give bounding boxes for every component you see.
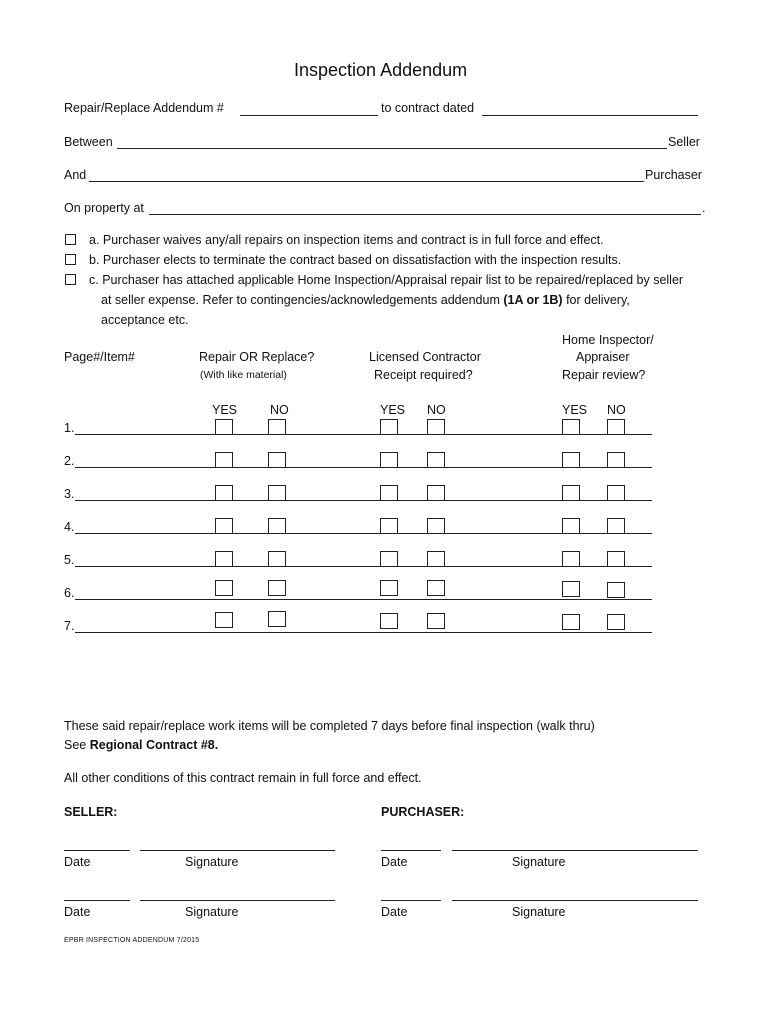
purchaser-heading: PURCHASER: (381, 805, 465, 819)
property-address-field[interactable] (149, 214, 701, 215)
row-6-contractor-no-box[interactable] (427, 580, 445, 596)
row-6-number: 6. (64, 586, 75, 600)
row-2-repair-yes-box[interactable] (215, 452, 233, 468)
row-4-inspector-yes-box[interactable] (562, 518, 580, 534)
row-3-number: 3. (64, 487, 75, 501)
row-7-contractor-yes-box[interactable] (380, 613, 398, 629)
row-5-repair-no-box[interactable] (268, 551, 286, 567)
row-4-repair-yes-box[interactable] (215, 518, 233, 534)
seller-signature-field-1[interactable] (140, 850, 335, 851)
repair-no-header: NO (270, 403, 289, 417)
row-3-contractor-yes-box[interactable] (380, 485, 398, 501)
option-b-text: b. Purchaser elects to terminate the contract based on dissatisfaction with the inspection results. (89, 253, 622, 267)
option-a-text: a. Purchaser waives any/all repairs on inspection items and contract is in full force and effect. (89, 233, 604, 247)
seller-label: Seller (668, 135, 700, 149)
row-5-repair-yes-box[interactable] (215, 551, 233, 567)
row-6-item-field[interactable] (75, 599, 652, 600)
addendum-number-field[interactable] (240, 115, 378, 116)
row-7-repair-yes-box[interactable] (215, 612, 233, 628)
purchaser-name-field[interactable] (89, 181, 644, 182)
option-c-line2-post: for delivery, (562, 293, 630, 307)
row-2-inspector-yes-box[interactable] (562, 452, 580, 468)
row-6-repair-no-box[interactable] (268, 580, 286, 596)
option-a-checkbox[interactable] (65, 234, 76, 245)
inspector-no-header: NO (607, 403, 626, 417)
seller-signature-field-2[interactable] (140, 900, 335, 901)
seller-date-field-1[interactable] (64, 850, 130, 851)
row-7-repair-no-box[interactable] (268, 611, 286, 627)
row-3-inspector-yes-box[interactable] (562, 485, 580, 501)
purchaser-signature-field-1[interactable] (452, 850, 698, 851)
row-4-repair-no-box[interactable] (268, 518, 286, 534)
purchaser-signature-field-2[interactable] (452, 900, 698, 901)
row-7-inspector-no-box[interactable] (607, 614, 625, 630)
see-regional-contract (64, 739, 218, 752)
repair-yes-header: YES (212, 403, 238, 417)
row-6-inspector-yes-box[interactable] (562, 581, 580, 597)
row-5-number: 5. (64, 553, 75, 567)
row-1-contractor-no-box[interactable] (427, 419, 445, 435)
seller-date-label-1: Date (64, 855, 91, 869)
addendum-number-label: Repair/Replace Addendum # (64, 101, 224, 115)
contractor-no-header: NO (427, 403, 446, 417)
col-header-repair: Repair OR Replace? (199, 350, 315, 364)
option-c-line2-pre: at seller expense. Refer to contingencies/acknowledgements addendum (101, 293, 504, 307)
row-2-number: 2. (64, 454, 75, 468)
see-prefix: See (64, 738, 90, 752)
col-header-contractor-1: Licensed Contractor (369, 350, 481, 364)
row-4-contractor-no-box[interactable] (427, 518, 445, 534)
row-3-repair-yes-box[interactable] (215, 485, 233, 501)
row-1-inspector-no-box[interactable] (607, 419, 625, 435)
col-header-repair-sub: (With like material) (200, 369, 287, 381)
row-2-contractor-yes-box[interactable] (380, 452, 398, 468)
purchaser-signature-label-1: Signature (512, 855, 566, 869)
row-1-number: 1. (64, 421, 75, 435)
row-6-repair-yes-box[interactable] (215, 580, 233, 596)
row-1-repair-yes-box[interactable] (215, 419, 233, 435)
row-5-inspector-yes-box[interactable] (562, 551, 580, 567)
form-id: EPBR INSPECTION ADDENDUM 7/2015 (64, 937, 200, 944)
purchaser-date-label-1: Date (381, 855, 408, 869)
property-label: On property at (64, 201, 144, 215)
inspector-yes-header: YES (562, 403, 588, 417)
row-7-contractor-no-box[interactable] (427, 613, 445, 629)
option-c-checkbox[interactable] (65, 274, 76, 285)
row-6-contractor-yes-box[interactable] (380, 580, 398, 596)
seller-date-label-2: Date (64, 905, 91, 919)
seller-signature-label-2: Signature (185, 905, 239, 919)
row-1-repair-no-box[interactable] (268, 419, 286, 435)
row-1-inspector-yes-box[interactable] (562, 419, 580, 435)
purchaser-date-label-2: Date (381, 905, 408, 919)
row-2-inspector-no-box[interactable] (607, 452, 625, 468)
row-4-number: 4. (64, 520, 75, 534)
seller-name-field[interactable] (117, 148, 667, 149)
purchaser-label: Purchaser (645, 168, 702, 182)
purchaser-signature-label-2: Signature (512, 905, 566, 919)
row-4-inspector-no-box[interactable] (607, 518, 625, 534)
option-c-text: c. Purchaser has attached applicable Home Inspection/Appraisal repair list to be repaired/replaced by seller (89, 273, 684, 287)
row-1-contractor-yes-box[interactable] (380, 419, 398, 435)
option-c-line3: acceptance etc. (101, 313, 189, 327)
col-header-inspector-3: Repair review? (562, 368, 646, 382)
regional-contract-ref: Regional Contract #8. (89, 738, 219, 752)
row-7-item-field[interactable] (75, 632, 652, 633)
row-5-contractor-yes-box[interactable] (380, 551, 398, 567)
seller-date-field-2[interactable] (64, 900, 130, 901)
completion-text: These said repair/replace work items will be completed 7 days before final inspection (walk thru) (64, 719, 595, 733)
conditions-text: All other conditions of this contract remain in full force and effect. (64, 771, 422, 785)
row-5-contractor-no-box[interactable] (427, 551, 445, 567)
between-label: Between (64, 135, 113, 149)
row-2-repair-no-box[interactable] (268, 452, 286, 468)
and-label: And (64, 168, 87, 182)
purchaser-date-field-1[interactable] (381, 850, 441, 851)
col-header-inspector-2: Appraiser (576, 350, 630, 364)
row-3-inspector-no-box[interactable] (607, 485, 625, 501)
col-header-page-item: Page#/Item# (64, 350, 135, 364)
contract-dated-label: to contract dated (381, 101, 475, 115)
row-6-inspector-no-box[interactable] (607, 582, 625, 598)
page-title: Inspection Addendum (294, 60, 468, 80)
col-header-contractor-2: Receipt required? (374, 368, 473, 382)
option-c-line2 (101, 294, 630, 307)
row-5-inspector-no-box[interactable] (607, 551, 625, 567)
row-3-contractor-no-box[interactable] (427, 485, 445, 501)
row-7-number: 7. (64, 619, 75, 633)
row-2-contractor-no-box[interactable] (427, 452, 445, 468)
option-c-line2-bold: (1A or 1B) (503, 293, 563, 307)
seller-signature-label-1: Signature (185, 855, 239, 869)
property-end-period: . (702, 201, 706, 215)
contractor-yes-header: YES (380, 403, 406, 417)
row-4-contractor-yes-box[interactable] (380, 518, 398, 534)
option-b-checkbox[interactable] (65, 254, 76, 265)
row-3-repair-no-box[interactable] (268, 485, 286, 501)
seller-heading: SELLER: (64, 805, 118, 819)
row-7-inspector-yes-box[interactable] (562, 614, 580, 630)
purchaser-date-field-2[interactable] (381, 900, 441, 901)
contract-date-field[interactable] (482, 115, 698, 116)
col-header-inspector-1: Home Inspector/ (562, 333, 654, 347)
